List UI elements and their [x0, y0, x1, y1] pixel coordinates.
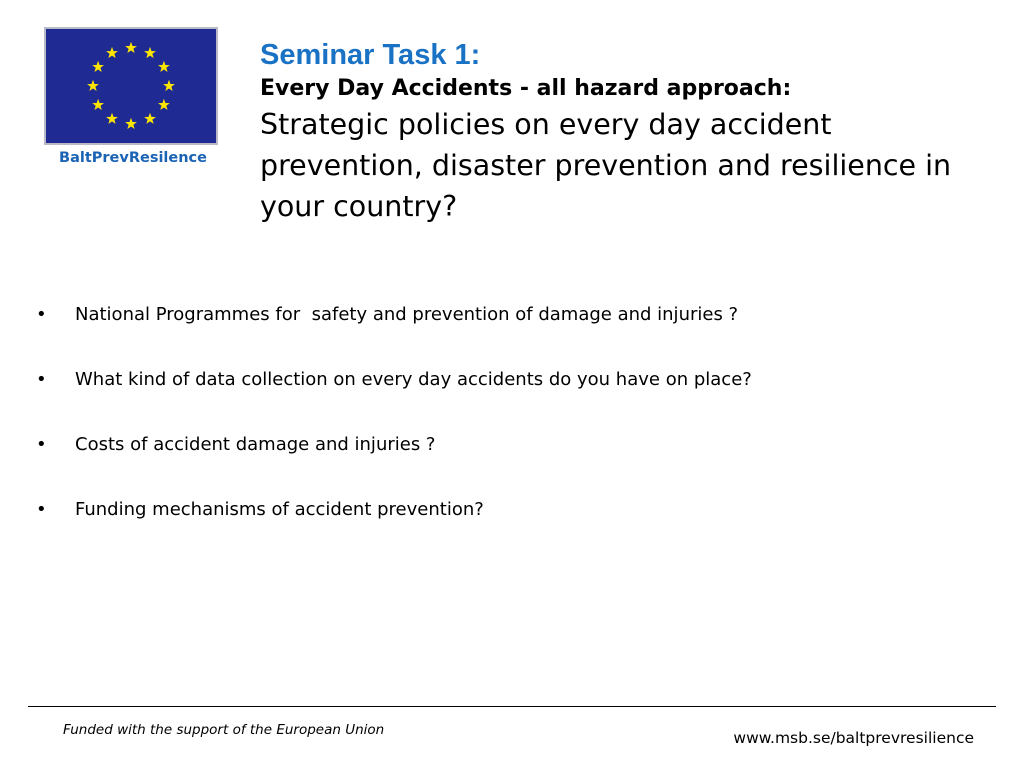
slide-title: Seminar Task 1: [260, 39, 481, 71]
title-block [260, 38, 1000, 227]
footer-divider [28, 706, 996, 707]
footer-funding-note: Funded with the support of the European Union [63, 722, 385, 738]
bullet-marker: • [36, 369, 47, 390]
bullet-list [36, 300, 996, 560]
bullet-item [36, 365, 996, 395]
bullet-text: Funding mechanisms of accident prevention? [75, 499, 484, 520]
eu-flag-logo [44, 27, 218, 145]
bullet-item [36, 495, 996, 525]
bullet-marker: • [36, 434, 47, 455]
eu-flag-icon [46, 29, 216, 143]
bullet-item [36, 300, 996, 330]
bullet-text: Costs of accident damage and injuries ? [75, 434, 436, 455]
bullet-item [36, 430, 996, 460]
bullet-text: What kind of data collection on every day accidents do you have on place? [75, 369, 752, 390]
logo-label: BaltPrevResilence [59, 150, 207, 166]
bullet-marker: • [36, 304, 47, 325]
footer-website-link[interactable]: www.msb.se/baltprevresilience [733, 729, 974, 747]
bullet-marker: • [36, 499, 47, 520]
slide-subtitle: Every Day Accidents - all hazard approach: [260, 76, 792, 101]
slide-question: Strategic policies on every day accident prevention, disaster prevention and resilience in your country? [260, 108, 952, 223]
bullet-text: National Programmes for safety and prevention of damage and injuries ? [75, 304, 739, 325]
